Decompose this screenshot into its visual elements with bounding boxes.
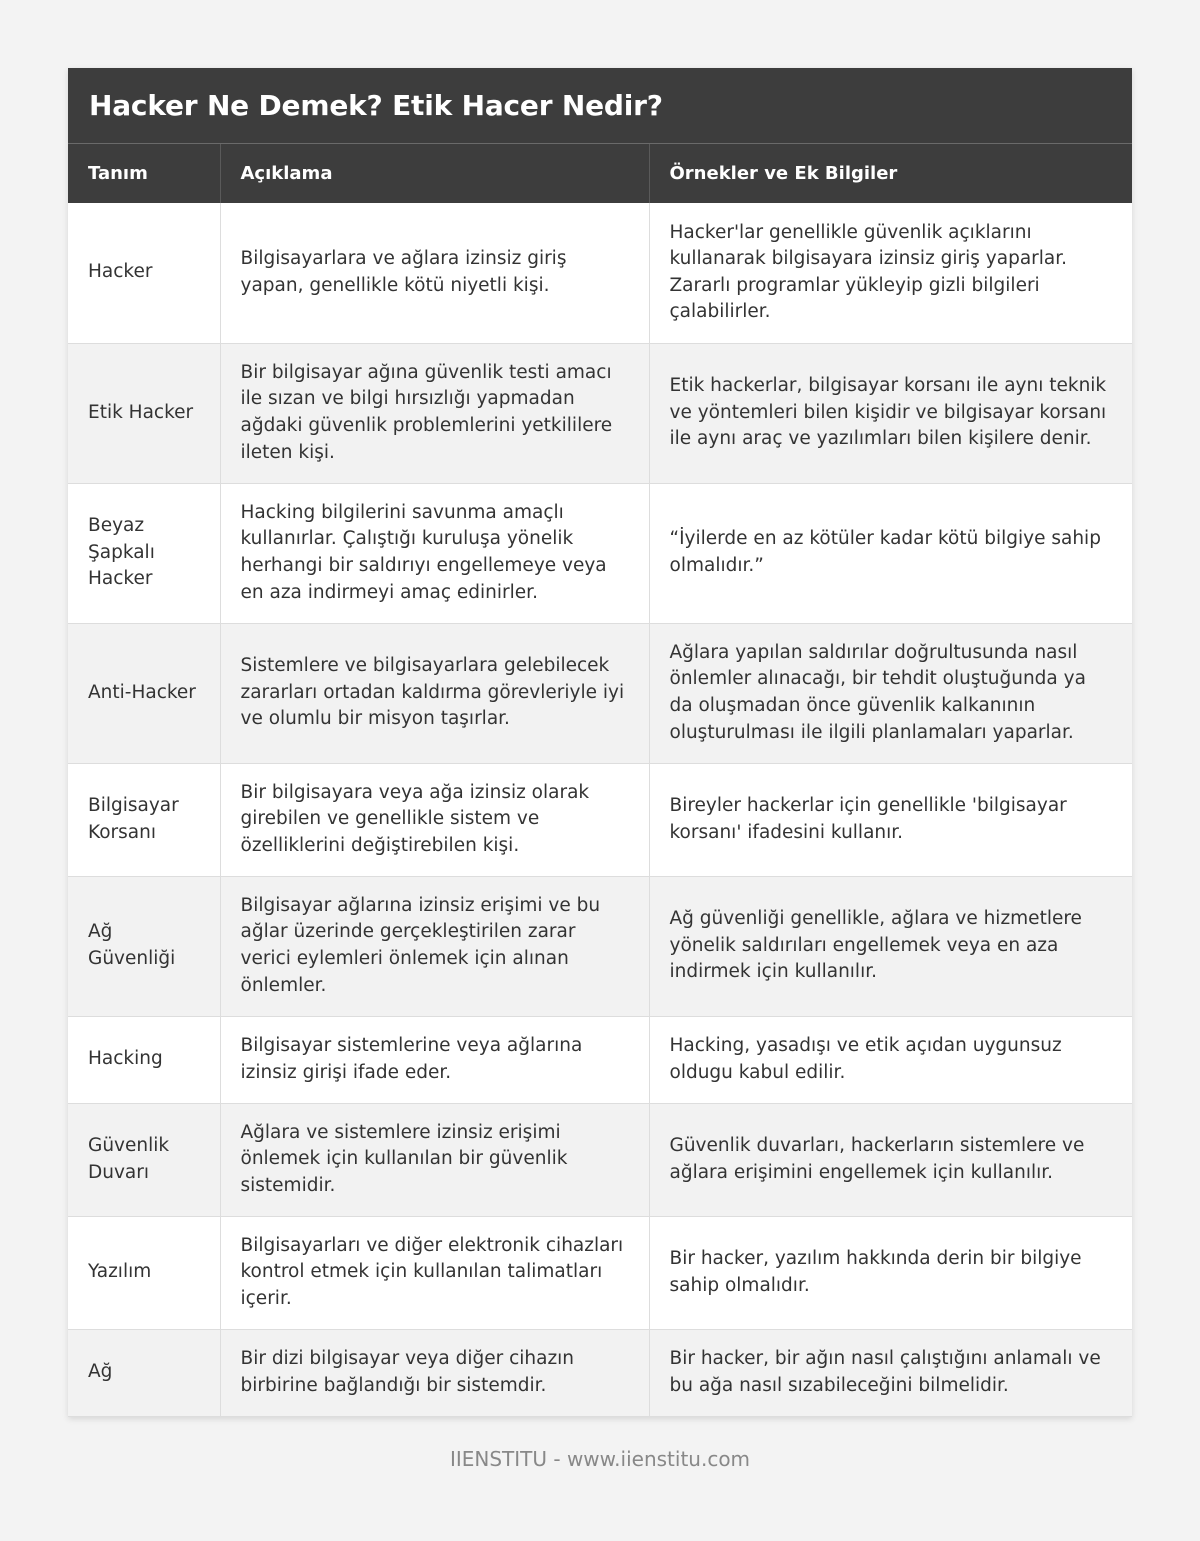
examples-cell: Bir hacker, bir ağın nasıl çalıştığını anlamalı ve bu ağa nasıl sızabileceğini bilmelidir. <box>649 1329 1132 1416</box>
examples-cell: Hacking, yasadışı ve etik açıdan uygunsuz oldugu kabul edilir. <box>649 1016 1132 1103</box>
table-header <box>68 144 1132 203</box>
column-header-description: Açıklama <box>220 144 649 203</box>
term-cell: Beyaz Şapkalı Hacker <box>68 483 220 623</box>
table-row <box>68 876 1132 1016</box>
examples-cell: Ağ güvenliği genellikle, ağlara ve hizmetlere yönelik saldırıları engellemek veya en aza indirmek için kullanılır. <box>649 876 1132 1016</box>
term-cell: Anti-Hacker <box>68 623 220 763</box>
table-row <box>68 623 1132 763</box>
table-row <box>68 203 1132 343</box>
description-cell: Bir bilgisayar ağına güvenlik testi amacı ile sızan ve bilgi hırsızlığı yapmadan ağdaki güvenlik problemlerini yetkililere ileten kişi. <box>220 343 649 483</box>
term-cell: Bilgisayar Korsanı <box>68 763 220 876</box>
description-cell: Sistemlere ve bilgisayarlara gelebilecek zararları ortadan kaldırma görevleriyle iyi ve olumlu bir misyon taşırlar. <box>220 623 649 763</box>
column-header-examples: Örnekler ve Ek Bilgiler <box>649 144 1132 203</box>
term-cell: Hacker <box>68 203 220 343</box>
description-cell: Hacking bilgilerini savunma amaçlı kullanırlar. Çalıştığı kuruluşa yönelik herhangi bir saldırıyı engellemeye veya en aza indirmeyi amaç edinirler. <box>220 483 649 623</box>
examples-cell: “İyilerde en az kötüler kadar kötü bilgiye sahip olmalıdır.” <box>649 483 1132 623</box>
table-row <box>68 343 1132 483</box>
term-cell: Güvenlik Duvarı <box>68 1103 220 1216</box>
term-cell: Ağ <box>68 1329 220 1416</box>
description-cell: Bilgisayarlara ve ağlara izinsiz giriş yapan, genellikle kötü niyetli kişi. <box>220 203 649 343</box>
table-row <box>68 1016 1132 1103</box>
examples-cell: Ağlara yapılan saldırılar doğrultusunda nasıl önlemler alınacağı, bir tehdit oluştuğunda ya da oluşmadan önce güvenlik kalkanının oluşturulması ile ilgili planlamaları yaparlar. <box>649 623 1132 763</box>
description-cell: Bilgisayar sistemlerine veya ağlarına izinsiz girişi ifade eder. <box>220 1016 649 1103</box>
table-row <box>68 1103 1132 1216</box>
glossary-table <box>68 144 1132 1417</box>
header-row <box>68 144 1132 203</box>
examples-cell: Güvenlik duvarları, hackerların sistemlere ve ağlara erişimini engellemek için kullanılır. <box>649 1103 1132 1216</box>
examples-cell: Hacker'lar genellikle güvenlik açıklarını kullanarak bilgisayara izinsiz giriş yaparlar. Zararlı programlar yükleyip gizli bilgileri çalabilirler. <box>649 203 1132 343</box>
table-row <box>68 1329 1132 1416</box>
term-cell: Yazılım <box>68 1216 220 1329</box>
description-cell: Bilgisayarları ve diğer elektronik cihazları kontrol etmek için kullanılan talimatları içerir. <box>220 1216 649 1329</box>
description-cell: Bir bilgisayara veya ağa izinsiz olarak girebilen ve genellikle sistem ve özelliklerini değiştirebilen kişi. <box>220 763 649 876</box>
table-body <box>68 203 1132 1416</box>
table-row <box>68 763 1132 876</box>
glossary-card <box>68 68 1132 1417</box>
term-cell: Ağ Güvenliği <box>68 876 220 1016</box>
term-cell: Etik Hacker <box>68 343 220 483</box>
examples-cell: Bir hacker, yazılım hakkında derin bir bilgiye sahip olmalıdır. <box>649 1216 1132 1329</box>
table-row <box>68 483 1132 623</box>
examples-cell: Bireyler hackerlar için genellikle 'bilgisayar korsanı' ifadesini kullanır. <box>649 763 1132 876</box>
table-row <box>68 1216 1132 1329</box>
page-title: Hacker Ne Demek? Etik Hacer Nedir? <box>89 89 663 122</box>
title-bar <box>68 68 1132 144</box>
examples-cell: Etik hackerlar, bilgisayar korsanı ile aynı teknik ve yöntemleri bilen kişidir ve bilgisayar korsanı ile aynı araç ve yazılımları bilen kişilere denir. <box>649 343 1132 483</box>
description-cell: Ağlara ve sistemlere izinsiz erişimi önlemek için kullanılan bir güvenlik sistemidir. <box>220 1103 649 1216</box>
description-cell: Bilgisayar ağlarına izinsiz erişimi ve bu ağlar üzerinde gerçekleştirilen zarar verici eylemleri önlemek için alınan önlemler. <box>220 876 649 1016</box>
description-cell: Bir dizi bilgisayar veya diğer cihazın birbirine bağlandığı bir sistemdir. <box>220 1329 649 1416</box>
term-cell: Hacking <box>68 1016 220 1103</box>
column-header-term: Tanım <box>68 144 220 203</box>
footer-credit: IIENSTITU - www.iienstitu.com <box>449 1447 751 1471</box>
